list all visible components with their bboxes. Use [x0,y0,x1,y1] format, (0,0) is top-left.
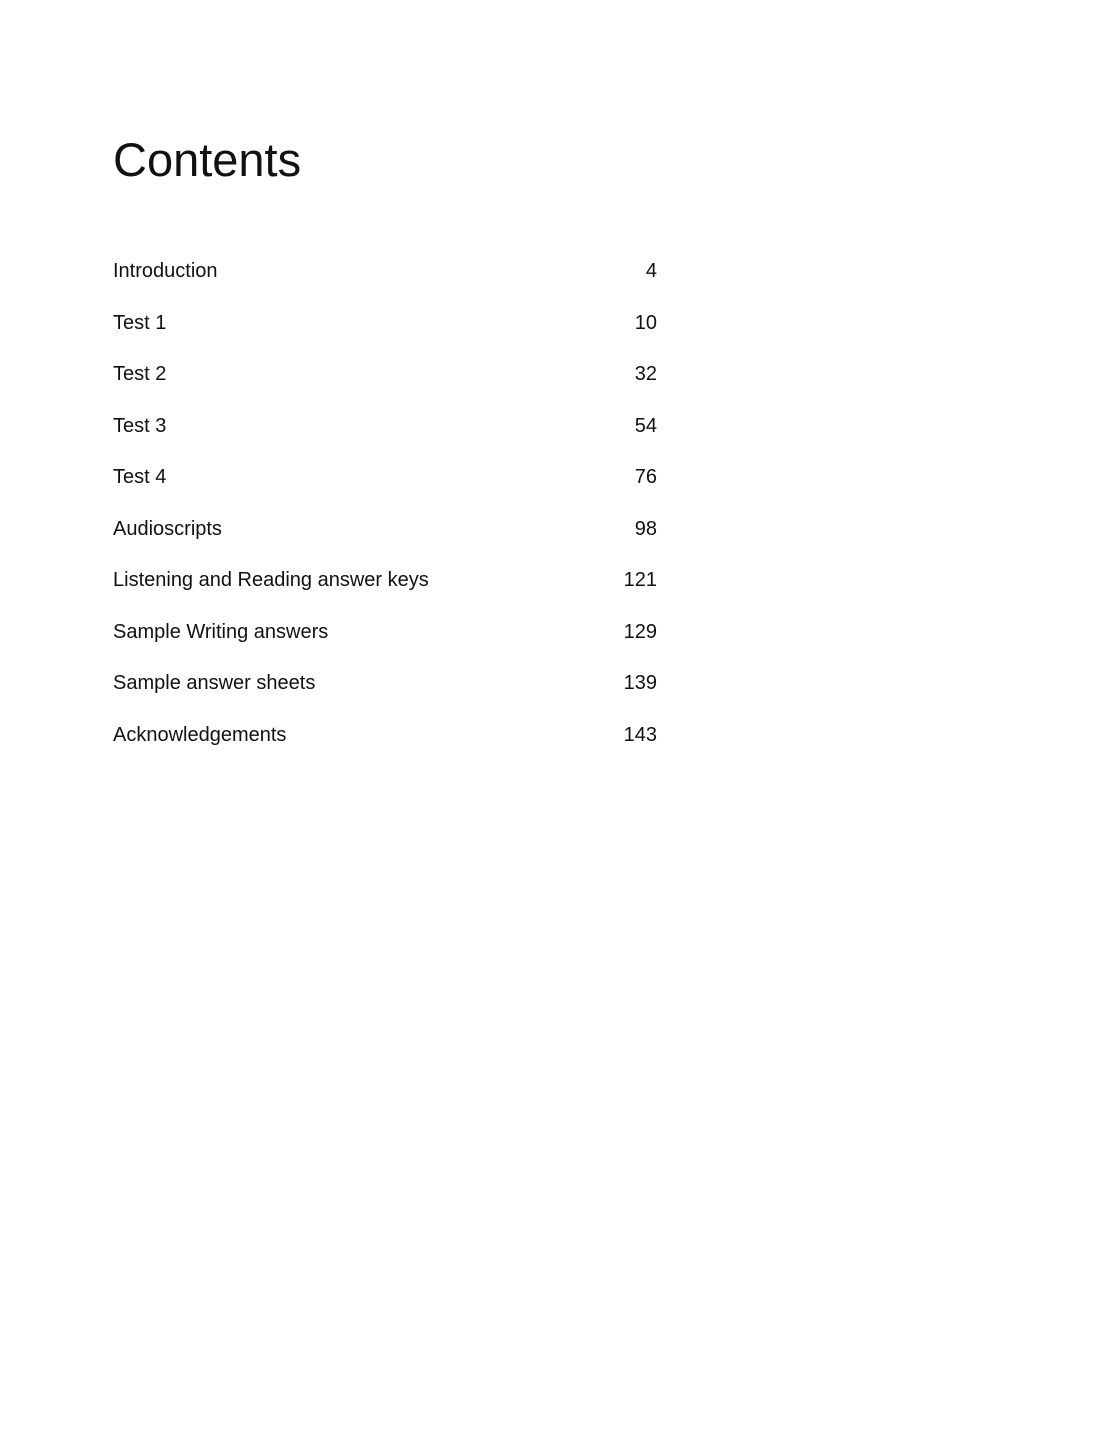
toc-entry-audioscripts [113,514,657,566]
table-of-contents [113,256,657,771]
toc-entry-page-number: 98 [634,517,657,540]
toc-entry-answer-keys [113,565,657,617]
toc-entry-label: Test 1 [113,311,167,334]
toc-entry-acknowledgements [113,720,657,772]
toc-entry-label: Test 2 [113,363,167,385]
toc-entry-label: Acknowledgements [113,723,287,746]
toc-entry-page-number: 54 [634,414,657,437]
toc-entry-label: Audioscripts [113,517,222,540]
toc-entry-page-number: 143 [623,723,657,746]
page-title: Contents [113,133,302,186]
toc-entry-page-number: 4 [645,260,657,282]
toc-entry-test-4 [113,462,657,514]
toc-entry-test-2 [113,359,657,411]
toc-entry-test-1 [113,308,657,360]
toc-entry-label: Introduction [113,260,218,282]
toc-entry-sample-writing-answers [113,617,657,669]
toc-entry-page-number: 139 [623,672,657,694]
toc-entry-label: Listening and Reading answer keys [113,569,429,591]
toc-entry-page-number: 10 [634,311,657,334]
toc-entry-page-number: 121 [623,569,657,591]
toc-entry-label: Sample answer sheets [113,672,316,694]
toc-entry-test-3 [113,411,657,463]
toc-entry-label: Test 4 [113,466,167,488]
toc-entry-sample-answer-sheets [113,668,657,720]
toc-entry-page-number: 32 [634,363,657,385]
toc-entry-label: Sample Writing answers [113,620,329,643]
toc-entry-label: Test 3 [113,414,167,437]
toc-entry-introduction [113,256,657,308]
toc-entry-page-number: 129 [623,620,657,643]
toc-entry-page-number: 76 [634,466,657,488]
